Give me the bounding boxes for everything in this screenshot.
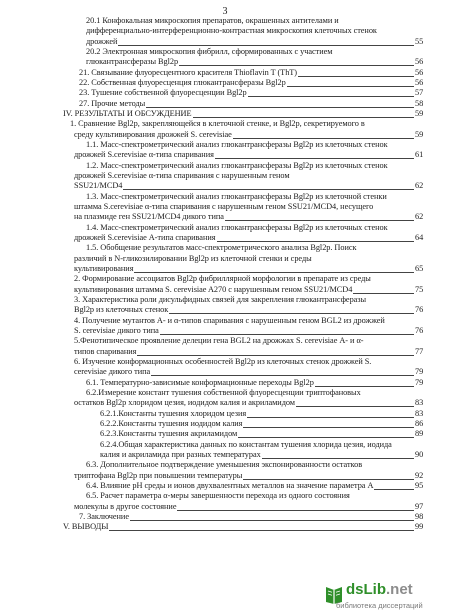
toc-leader-line bbox=[243, 427, 414, 428]
page-number: 3 bbox=[222, 6, 228, 17]
toc-leader-line bbox=[296, 406, 414, 407]
toc-page-number: 98 bbox=[415, 511, 424, 521]
toc-page-number: 59 bbox=[415, 108, 424, 118]
toc-entry-title: 6.3. Дополнительное подтверждение уменьшения экспонированности остатков bbox=[86, 460, 363, 470]
toc-leader-line bbox=[243, 479, 414, 480]
toc-leader-line bbox=[151, 375, 414, 376]
toc-entry-title: 6.4. Влияние pH среды и ионов двухвалентных металлов на значение параметра А bbox=[86, 480, 374, 490]
toc-page-number: 64 bbox=[415, 232, 424, 242]
watermark-brand bbox=[346, 581, 413, 598]
toc-page-number: 92 bbox=[415, 470, 424, 480]
toc-entry-title-continued: cerevisiae дикого типа bbox=[74, 367, 151, 377]
toc-entry-title: IV. РЕЗУЛЬТАТЫ И ОБСУЖДЕНИЕ bbox=[63, 108, 192, 118]
toc-entry-title: 6. Изучение конформационных особенностей Bgl2p из клеточных стенок дрожжей S. bbox=[74, 356, 372, 366]
toc-entry-title: 20.2 Электронная микроскопия фибрилл, сформированных с участием bbox=[86, 46, 333, 56]
toc-leader-line bbox=[225, 220, 414, 221]
toc-page-number: 83 bbox=[415, 408, 424, 418]
toc-leader-line bbox=[298, 76, 414, 77]
toc-leader-line bbox=[315, 386, 414, 387]
toc-page-number: 86 bbox=[415, 418, 424, 428]
toc-entry-title: 6.2.4.Общая характеристика данных по константам тушения хлорида цезия, иодида bbox=[100, 439, 392, 449]
toc-leader-line bbox=[160, 334, 414, 335]
toc-entry-title-continued: глюкантрансферазы Bgl2p bbox=[86, 57, 179, 67]
toc-entry-title-continued: молекулы в другое состояние bbox=[74, 501, 177, 511]
toc-entry-title-continued: среду культивирования дрожжей S. cerevisiae bbox=[74, 129, 232, 139]
toc-entry-title: 23. Тушение собственной флуоресценции Bgl2p bbox=[79, 88, 247, 98]
toc-entry-title: 1.5. Обобщение результатов масс-спектрометрического анализа Bgl2p. Поиск bbox=[86, 243, 357, 253]
toc-entry-title-continued: калия и акриламида при разных температурах bbox=[100, 449, 261, 459]
toc-leader-line bbox=[193, 117, 415, 118]
toc-entry-title: 6.2.3.Константы тушения акриламидом bbox=[100, 429, 238, 439]
toc-entry-title-continued: триптофана Bgl2p при повышении температуры bbox=[74, 470, 243, 480]
toc-entry-title-continued: остатков Bgl2p хлоридом цезия, иодидом калия и акриламидом bbox=[74, 398, 296, 408]
toc-leader-line bbox=[238, 437, 414, 438]
toc-entry-title: 1. Сравнение Bgl2p, закрепляющейся в клеточной стенке, и Bgl2p, секретируемого в bbox=[70, 119, 365, 129]
toc-entry-title-continued: культивирования bbox=[74, 263, 134, 273]
toc-leader-line bbox=[134, 272, 414, 273]
toc-page-number: 56 bbox=[415, 57, 424, 67]
toc-entry-title-continued: на плазмиде ген SSU21/MCD4 дикого типа bbox=[74, 212, 224, 222]
toc-entry-title-continued: культивирования штамма S. cerevisiae A270 с нарушенным геном SSU21/MCD4 bbox=[74, 284, 353, 294]
toc-entry-title-continued: различий в N-гликозилировании Bgl2p из клеточной стенки и среды bbox=[74, 253, 312, 263]
toc-page-number: 56 bbox=[415, 67, 424, 77]
toc-entry-title: 6.2.Измерение констант тушения собственной флуоресценции триптофановых bbox=[86, 387, 361, 397]
toc-entry-title: 1.2. Масс-спектрометрический анализ глюкантрансферазы Bgl2p из клеточных стенок bbox=[86, 160, 388, 170]
toc-page-number: 90 bbox=[415, 449, 424, 459]
toc-entry-title: 3. Характеристика роли дисульфидных связей для закрепления глюкантрансферазы bbox=[74, 294, 367, 304]
watermark-tagline: библиотека диссертаций bbox=[336, 601, 423, 610]
toc-entry-title-continued: Bgl2p из клеточных стенок bbox=[74, 305, 169, 315]
toc-leader-line bbox=[137, 355, 414, 356]
toc-entry-title: 1.3. Масс-спектрометрический анализ глюкантрансферазы Bgl2p из клеточной стенки bbox=[86, 191, 387, 201]
toc-leader-line bbox=[233, 138, 414, 139]
toc-leader-line bbox=[248, 96, 414, 97]
toc-leader-line bbox=[169, 313, 414, 314]
toc-page-number: 59 bbox=[415, 129, 424, 139]
toc-page-number: 76 bbox=[415, 305, 424, 315]
toc-leader-line bbox=[262, 458, 414, 459]
watermark-brand-suffix: .net bbox=[386, 581, 413, 598]
toc-page-number: 75 bbox=[415, 284, 424, 294]
toc-entry-title: 20.1 Конфокальная микроскопия препаратов, окрашенных антителами и bbox=[86, 16, 339, 25]
toc-entry-title-continued: типов спаривания bbox=[74, 346, 137, 356]
toc-leader-line bbox=[287, 86, 414, 87]
toc-entry-title: 6.1. Температурно-зависимые конформационные переходы Bgl2p bbox=[86, 377, 314, 387]
toc-page-number: 57 bbox=[415, 88, 424, 98]
toc-page-number: 56 bbox=[415, 77, 424, 87]
toc-page-number: 89 bbox=[415, 429, 424, 439]
toc-page-number: 58 bbox=[415, 98, 424, 108]
toc-entry-title-continued: S. cerevisiae дикого типа bbox=[74, 325, 159, 335]
toc-leader-line bbox=[123, 189, 414, 190]
toc-leader-line bbox=[215, 158, 414, 159]
toc-page-number: 83 bbox=[415, 398, 424, 408]
toc-entry-title: 6.5. Расчет параметра α-меры завершенности перехода из одного состояния bbox=[86, 491, 350, 501]
toc-entry-title: 22. Собственная флуоресценция глюкантрансферазы Bgl2p bbox=[79, 77, 286, 87]
toc-page-number: 62 bbox=[415, 212, 424, 222]
toc-entry-title-continued: дрожжей S.cerevisiae А-типа спаривания bbox=[74, 232, 216, 242]
toc-page-number: 55 bbox=[415, 36, 424, 46]
toc-entry-title-continued: дифференциально-интерференционно-контрастная микроскопия клеточных стенок bbox=[86, 26, 377, 36]
toc-leader-line bbox=[109, 530, 414, 531]
toc-entry-title-continued: SSU21/MCD4 bbox=[74, 181, 123, 191]
toc-entry-title: 2. Формирование ассоциатов Bgl2p фибриллярной морфологии в препарате из среды bbox=[74, 274, 371, 284]
toc-page-number: 76 bbox=[415, 325, 424, 335]
toc-leader-line bbox=[130, 520, 414, 521]
toc-leader-line bbox=[217, 241, 415, 242]
toc-page-number: 97 bbox=[415, 501, 424, 511]
toc-leader-line bbox=[179, 65, 414, 66]
toc-entry-title: 5.Фенотипическое проявление делеции гена BGL2 на дрожжах S. cerevisiae А- и α- bbox=[74, 336, 364, 346]
toc-entry-title: 27. Прочие методы bbox=[79, 98, 146, 108]
toc-page-number: 62 bbox=[415, 181, 424, 191]
toc-entry-title: 4. Получение мутантов А- и α-типов спаривания с нарушенным геном BGL2 из дрожжей bbox=[74, 315, 385, 325]
toc-entry-title: 21. Связывание флуоресцентного красителя Thioflavin T (ThT) bbox=[79, 67, 298, 77]
toc-page-number: 61 bbox=[415, 150, 424, 160]
toc-entry-title-continued: штамма S.cerevisiae α-типа спаривания с нарушенным геном SSU21/MCD4, несущего bbox=[74, 201, 374, 211]
toc-entry-title-continued: дрожжей bbox=[86, 36, 118, 46]
toc-entry-title: 1.1. Масс-спектрометрический анализ глюкантрансферазы Bgl2p из клеточных стенок bbox=[86, 139, 388, 149]
toc-entry-title: V. ВЫВОДЫ bbox=[63, 522, 109, 532]
toc-entry-title: 6.2.2.Константы тушения иодидом калия bbox=[100, 418, 243, 428]
toc-page-number: 77 bbox=[415, 346, 424, 356]
toc-page-number: 79 bbox=[415, 377, 424, 387]
toc-page-number: 79 bbox=[415, 367, 424, 377]
toc-leader-line bbox=[374, 489, 414, 490]
toc-entry-title: 6.2.1.Константы тушения хлоридом цезия bbox=[100, 408, 247, 418]
watermark-brand-main: dsLib bbox=[346, 581, 386, 598]
toc-entry-title: 7. Заключение bbox=[79, 511, 129, 521]
toc-page-number: 65 bbox=[415, 263, 424, 273]
toc-leader-line bbox=[247, 417, 414, 418]
toc-leader-line bbox=[146, 107, 414, 108]
toc-entry-title-continued: дрожжей S.cerevisiae α-типа спаривания bbox=[74, 150, 214, 160]
toc-page-number: 95 bbox=[415, 480, 424, 490]
toc-entry-title-continued: дрожжей S.cerevisiae α-типа спаривания с нарушенным геном bbox=[74, 170, 290, 180]
toc-entry-title: 1.4. Масс-спектрометрический анализ глюкантрансферазы Bgl2p из клеточных стенок bbox=[86, 222, 388, 232]
dslib-watermark bbox=[324, 581, 444, 611]
toc-leader-line bbox=[353, 293, 414, 294]
toc-leader-line bbox=[118, 45, 414, 46]
toc-leader-line bbox=[177, 510, 414, 511]
toc-page-number: 99 bbox=[415, 522, 424, 532]
